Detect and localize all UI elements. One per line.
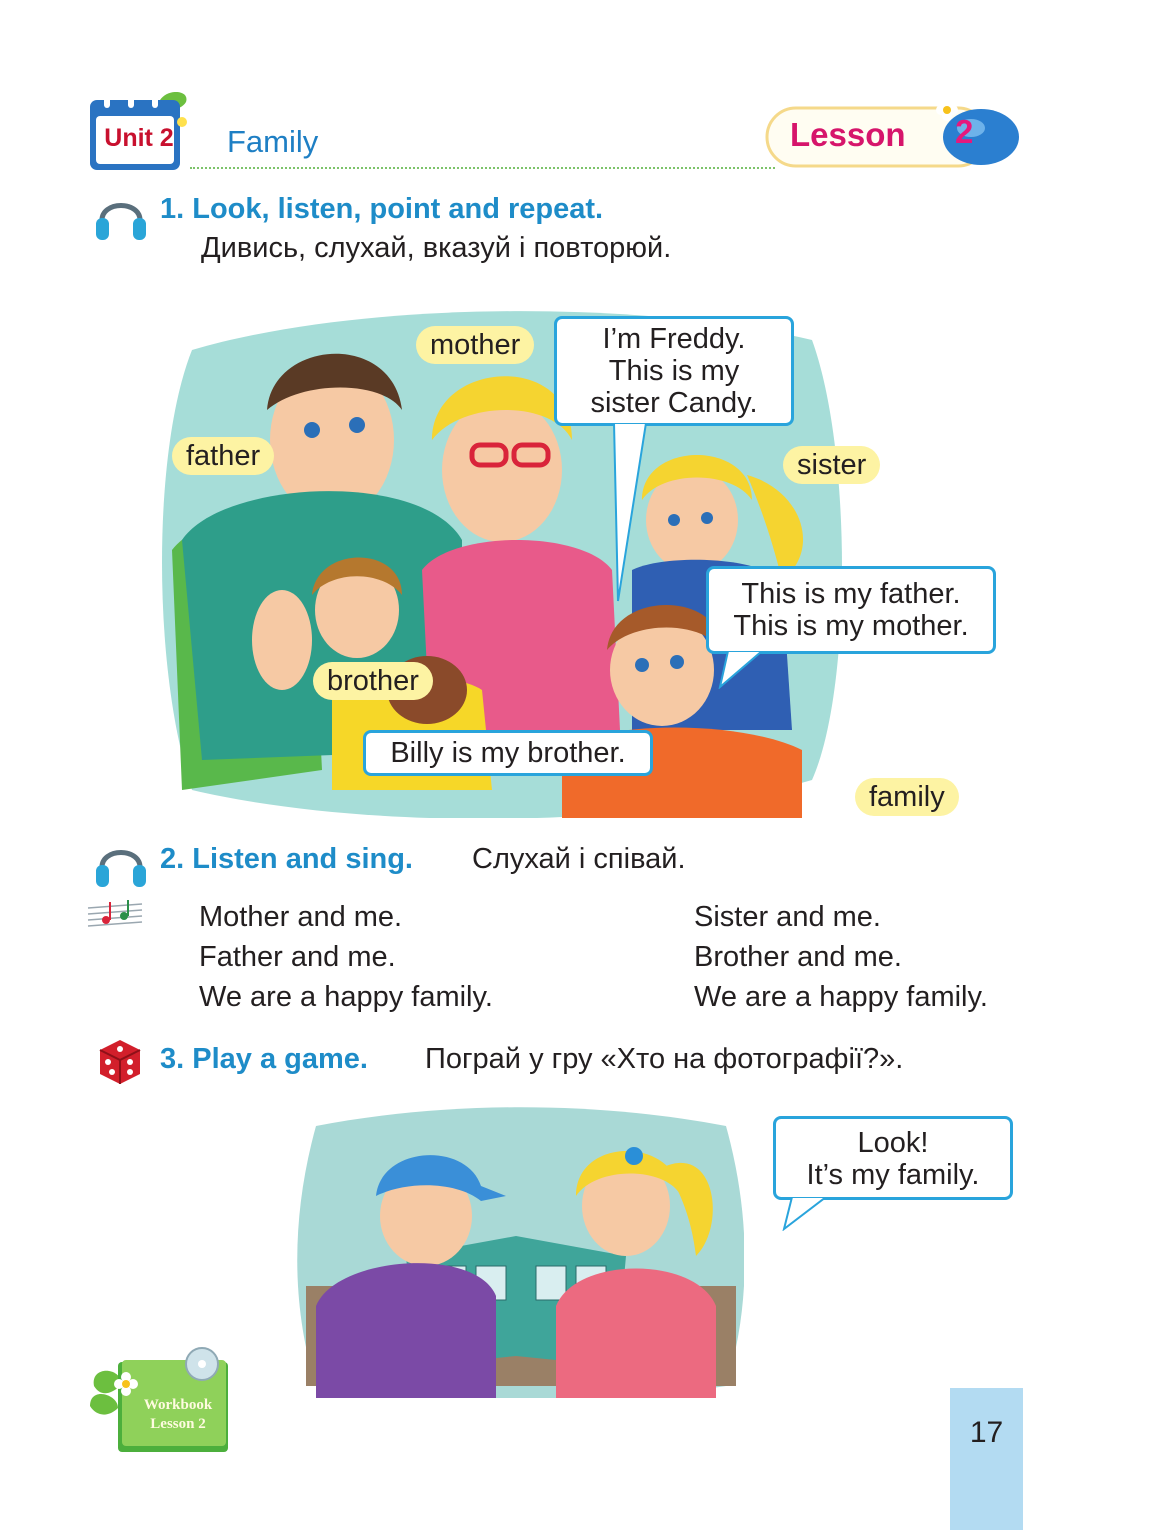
billy-speech-bubble: Billy is my brother. [363,730,653,776]
bubble-line: This is my mother. [733,610,969,642]
bubble-line: This is my father. [741,578,961,610]
lesson-number: 2 [955,113,974,150]
workbook-label[interactable] [130,1396,226,1434]
page-number: 17 [969,1416,1004,1449]
song-line: Brother and me. [694,941,902,973]
bubble-line: This is my [608,355,740,387]
photo-album-illustration [296,1106,744,1398]
song-verse-2 [694,897,988,1017]
label-family: family [855,778,959,816]
header-divider [190,167,775,169]
song-line: Mother and me. [199,901,403,933]
label-mother: mother [416,326,534,364]
look-speech-bubble [773,1116,1013,1200]
bubble-tail [782,1197,830,1231]
parents-speech-bubble [706,566,996,654]
exercise3-subtitle: Пограй у гру «Хто на фотографії?». [425,1043,904,1075]
label-brother: brother [313,662,433,700]
freddy-speech-bubble [554,316,794,426]
bubble-line: It’s my family. [806,1159,980,1191]
song-line: Sister and me. [694,901,881,933]
lesson-label: Lesson [790,116,906,153]
unit-label: Unit 2 [104,124,174,152]
dice-icon [94,1036,144,1086]
page-number-tab [950,1388,1023,1530]
exercise2-subtitle: Слухай і співай. [472,843,686,875]
bubble-line: Look! [857,1127,929,1159]
unit-title: Family [227,124,319,159]
song-line: We are a happy family. [694,981,988,1013]
bubble-tail [718,651,768,689]
exercise2-title: 2. Listen and sing. [160,843,413,875]
bubble-line: I’m Freddy. [602,323,746,355]
exercise1-title: 1. Look, listen, point and repeat. [160,193,604,225]
song-line: We are a happy family. [199,981,493,1013]
headphones-icon [92,188,150,246]
song-verse-1 [199,897,493,1017]
exercise3-title: 3. Play a game. [160,1043,368,1075]
bubble-line: sister Candy. [590,387,758,419]
headphones-icon [92,835,150,893]
label-father: father [172,437,274,475]
workbook-line: Workbook [143,1397,213,1413]
workbook-line: Lesson 2 [150,1416,206,1432]
song-line: Father and me. [199,941,396,973]
exercise1-subtitle: Дивись, слухай, вказуй і повторюй. [201,232,672,264]
label-sister: sister [783,446,880,484]
music-notes-icon [86,898,144,938]
bubble-tail [610,423,650,603]
